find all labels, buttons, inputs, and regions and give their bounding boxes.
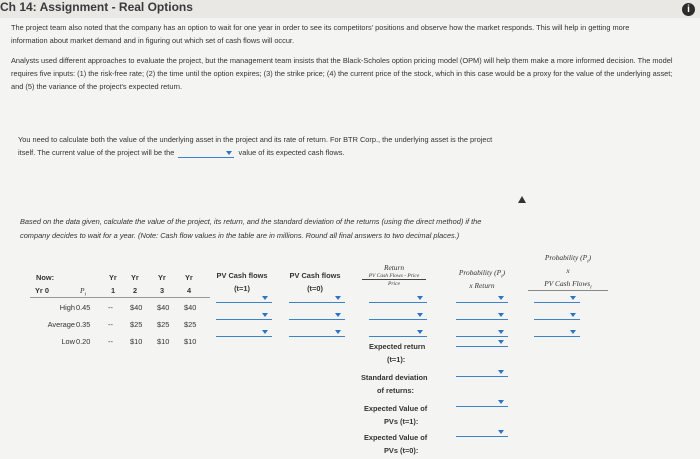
- prob-return-low-dropdown[interactable]: [456, 328, 508, 337]
- row-label-high: High: [59, 303, 75, 312]
- instruction-line-1: Based on the data given, calculate the value of the project, its return, and the standard deviation of the returns (using the direct method) if the: [20, 217, 482, 226]
- row-y2-average: $25: [130, 320, 143, 329]
- header-prob-pv-c: PV Cash Flows$_i$: [528, 279, 608, 291]
- mouse-cursor-icon: [518, 196, 526, 203]
- ev-t1-label: Expected Value of: [364, 404, 428, 413]
- std-dev-dropdown[interactable]: [456, 368, 508, 377]
- calc-line-2b: value of its expected cash flows.: [238, 148, 345, 157]
- instruction-line-2: company decides to wait for a year. (Note: Cash flow values in the table are in millions. Round all final answers to two decimal places.): [20, 231, 460, 240]
- pv-t0-low-dropdown[interactable]: [289, 328, 345, 337]
- question-card: [0, 18, 700, 459]
- prob-return-average-dropdown[interactable]: [456, 311, 508, 320]
- ev-t1-dropdown[interactable]: [456, 398, 508, 407]
- row-y4-high: $40: [184, 303, 197, 312]
- expected-return-dropdown[interactable]: [456, 338, 508, 347]
- header-yr-1: Yr: [109, 273, 117, 282]
- header-pv-cf-t1: PV Cash flows: [216, 271, 268, 280]
- header-yr-3: Yr: [158, 273, 166, 282]
- std-dev-label-b: of returns:: [377, 386, 414, 395]
- return-average-dropdown[interactable]: [369, 311, 427, 320]
- header-pv-cf-t0: PV Cash flows: [289, 271, 341, 280]
- header-year-2: 2: [133, 286, 138, 295]
- header-yr-2: Yr: [131, 273, 139, 282]
- calc-line-1: You need to calculate both the value of the underlying asset in the project and its rate of return. For BTR Corp., the underlying asset is the project: [18, 135, 493, 144]
- pv-t0-average-dropdown[interactable]: [289, 311, 345, 320]
- return-low-dropdown[interactable]: [369, 328, 427, 337]
- header-return-formula: PV Cash Flows - Price: [362, 273, 426, 280]
- row-label-low: Low: [61, 337, 75, 346]
- pv-t1-low-dropdown[interactable]: [216, 328, 272, 337]
- row-y4-low: $10: [184, 337, 197, 346]
- header-prob-return-b: x Return: [469, 281, 495, 290]
- row-y1-low: --: [108, 337, 113, 346]
- header-return-denominator: Price: [388, 281, 400, 287]
- header-prob-pv: Probability $(P_i)$: [544, 253, 592, 265]
- pv-t1-average-dropdown[interactable]: [216, 311, 272, 320]
- expected-return-label-b: (t=1):: [387, 355, 406, 364]
- header-yr0: Yr 0: [35, 286, 49, 295]
- header-prob-pv-x: x: [566, 266, 570, 275]
- header-rule: [30, 297, 210, 298]
- intro-paragraph-1: The project team also noted that the company has an option to wait for one year in order to see its competitors' positions and observe how the market responds. This will help in getting more information about market demand and in figuring out which set of cash flows will occur.: [11, 23, 630, 45]
- header-year-4: 4: [187, 286, 192, 295]
- header-bar: [0, 0, 700, 18]
- prob-pv-high-dropdown[interactable]: [534, 294, 580, 303]
- present-value-dropdown[interactable]: [178, 149, 234, 158]
- header-return: Return: [383, 263, 405, 272]
- row-y4-average: $25: [184, 320, 197, 329]
- header-now: Now:: [36, 273, 55, 282]
- ev-t1-label-b: PVs (t=1):: [384, 417, 419, 426]
- page-title: Ch 14: Assignment - Real Options: [0, 0, 193, 14]
- row-label-average: Average: [47, 320, 75, 329]
- row-y1-high: --: [108, 303, 113, 312]
- info-icon[interactable]: i: [682, 3, 695, 16]
- prob-pv-low-dropdown[interactable]: [534, 328, 580, 337]
- row-p-average: 0.35: [76, 320, 91, 329]
- row-y2-high: $40: [130, 303, 143, 312]
- pv-t1-high-dropdown[interactable]: [216, 294, 272, 303]
- prob-pv-average-dropdown[interactable]: [534, 311, 580, 320]
- ev-t0-dropdown[interactable]: [456, 428, 508, 437]
- header-p: $P_i$: [80, 286, 87, 298]
- calc-line-2a: itself. The current value of the project will be the: [18, 148, 175, 157]
- row-p-low: 0.20: [76, 337, 91, 346]
- row-y3-high: $40: [157, 303, 170, 312]
- pv-t0-high-dropdown[interactable]: [289, 294, 345, 303]
- prob-return-high-dropdown[interactable]: [456, 294, 508, 303]
- expected-return-label: Expected return: [369, 342, 426, 351]
- row-p-high: 0.45: [76, 303, 91, 312]
- row-y3-low: $10: [157, 337, 170, 346]
- std-dev-label: Standard deviation: [361, 373, 428, 382]
- header-pv-cf-t0-sub: (t=0): [307, 284, 323, 293]
- row-y3-average: $25: [157, 320, 170, 329]
- row-y1-average: --: [108, 320, 113, 329]
- ev-t0-label-b: PVs (t=0):: [384, 446, 419, 455]
- ev-t0-label: Expected Value of: [364, 433, 428, 442]
- header-year-3: 3: [160, 286, 165, 295]
- return-high-dropdown[interactable]: [369, 294, 427, 303]
- header-pv-cf-t1-sub: (t=1): [234, 284, 250, 293]
- header-prob-return: Probability $(P_i)$: [458, 268, 506, 280]
- header-yr-4: Yr: [185, 273, 193, 282]
- header-year-1: 1: [111, 286, 116, 295]
- calc-line-2: [18, 146, 418, 159]
- intro-paragraph-2: Analysts used different approaches to evaluate the project, but the management team insists that the Black-Scholes option pricing model (OPM) will help them make a more informed decision. The model requires five inputs: (1) the risk-free rate; (2) the time until the option expires; (3) the strike price; (4) the current price of the stock, which in this case would be a proxy for the value of the underlying asset; and (5) the variance of the project's expected return.: [11, 56, 673, 91]
- row-y2-low: $10: [130, 337, 143, 346]
